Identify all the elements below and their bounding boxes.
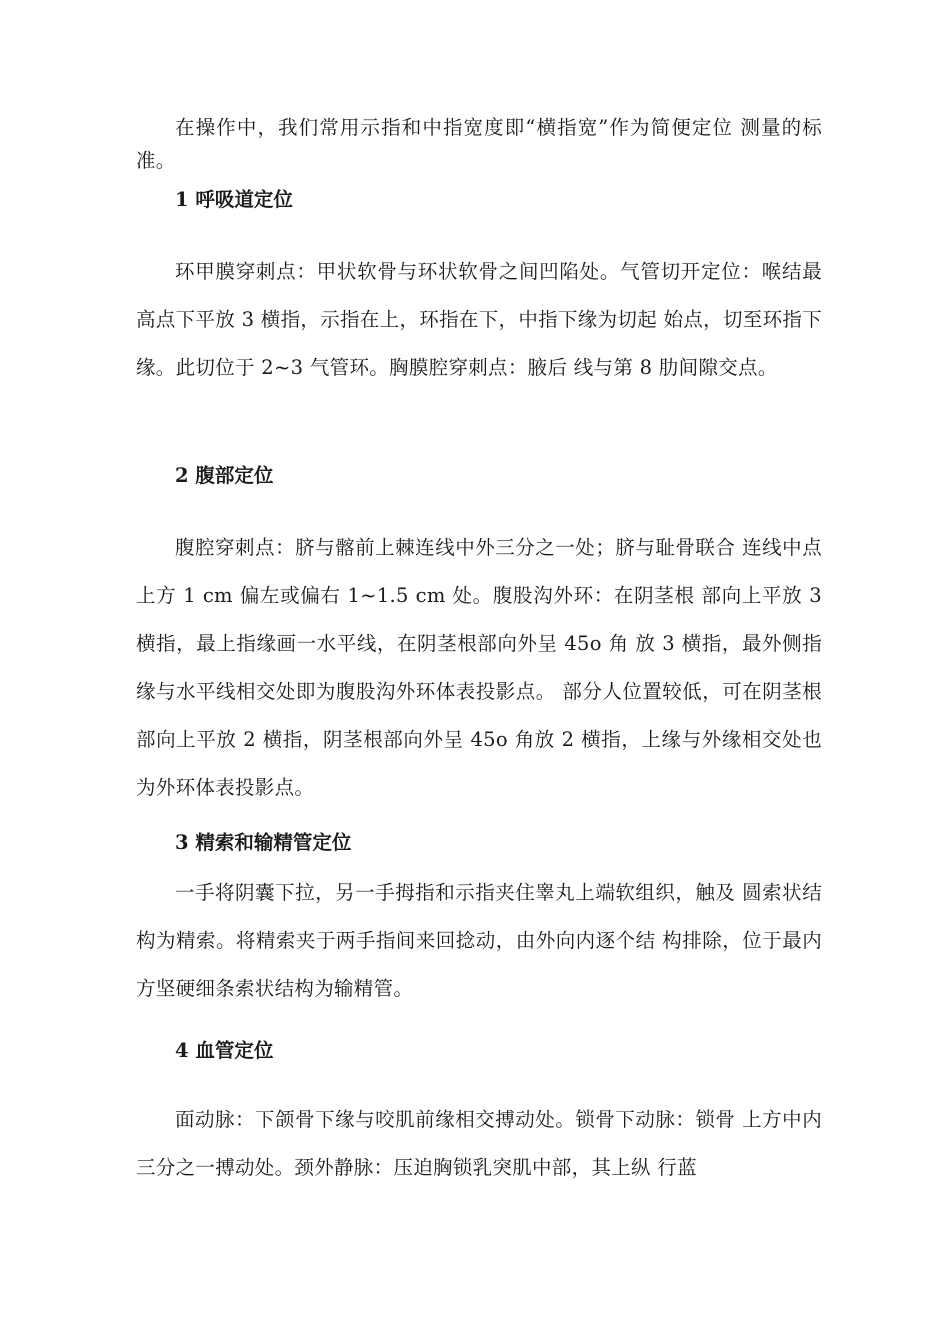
section-heading-respiratory: 1 呼吸道定位 (175, 188, 293, 211)
section-heading-blood-vessels: 4 血管定位 (175, 1039, 274, 1062)
section-heading-spermatic-cord: 3 精索和输精管定位 (175, 831, 352, 854)
section-paragraph-abdomen: 腹腔穿刺点：脐与髂前上棘连线中外三分之一处；脐与耻骨联合 连线中点上方 1 cm 偏左或偏右 1~1.5 cm 处。腹股沟外环：在阴茎根 部向上平放 3 横指，最上指缘画一水平线，在阴茎根部向外呈 45o 角 放 3 横指，最外侧指缘与水平线相交处即为腹股沟外环体表投影点。 部分人位置较低，可在阴茎根部向上平放 2 横指，阴茎根部向外呈 45o 角放 2 横指，上缘与外缘相交处也为外环体表投影点。 (136, 536, 822, 799)
section-paragraph-blood-vessels: 面动脉：下颌骨下缘与咬肌前缘相交搏动处。锁骨下动脉：锁骨 上方中内三分之一搏动处。颈外静脉：压迫胸锁乳突肌中部，其上纵 行蓝 (136, 1108, 822, 1179)
section-paragraph-spermatic-cord: 一手将阴囊下拉，另一手拇指和示指夹住睾丸上端软组织，触及 圆索状结构为精索。将精索夹于两手指间来回捻动，由外向内逐个结 构排除，位于最内方坚硬细条索状结构为输精管。 (136, 881, 822, 1000)
intro-paragraph: 在操作中，我们常用示指和中指宽度即“横指宽”作为简便定位 测量的标准。 (136, 116, 822, 172)
section-heading-abdomen: 2 腹部定位 (175, 464, 274, 487)
section-paragraph-respiratory: 环甲膜穿刺点：甲状软骨与环状软骨之间凹陷处。气管切开定位：喉结最高点下平放 3 横指，示指在上，环指在下，中指下缘为切起 始点，切至环指下缘。此切位于 2~3 气管环。胸膜腔穿刺点：腋后 线与第 8 肋间隙交点。 (136, 260, 822, 379)
